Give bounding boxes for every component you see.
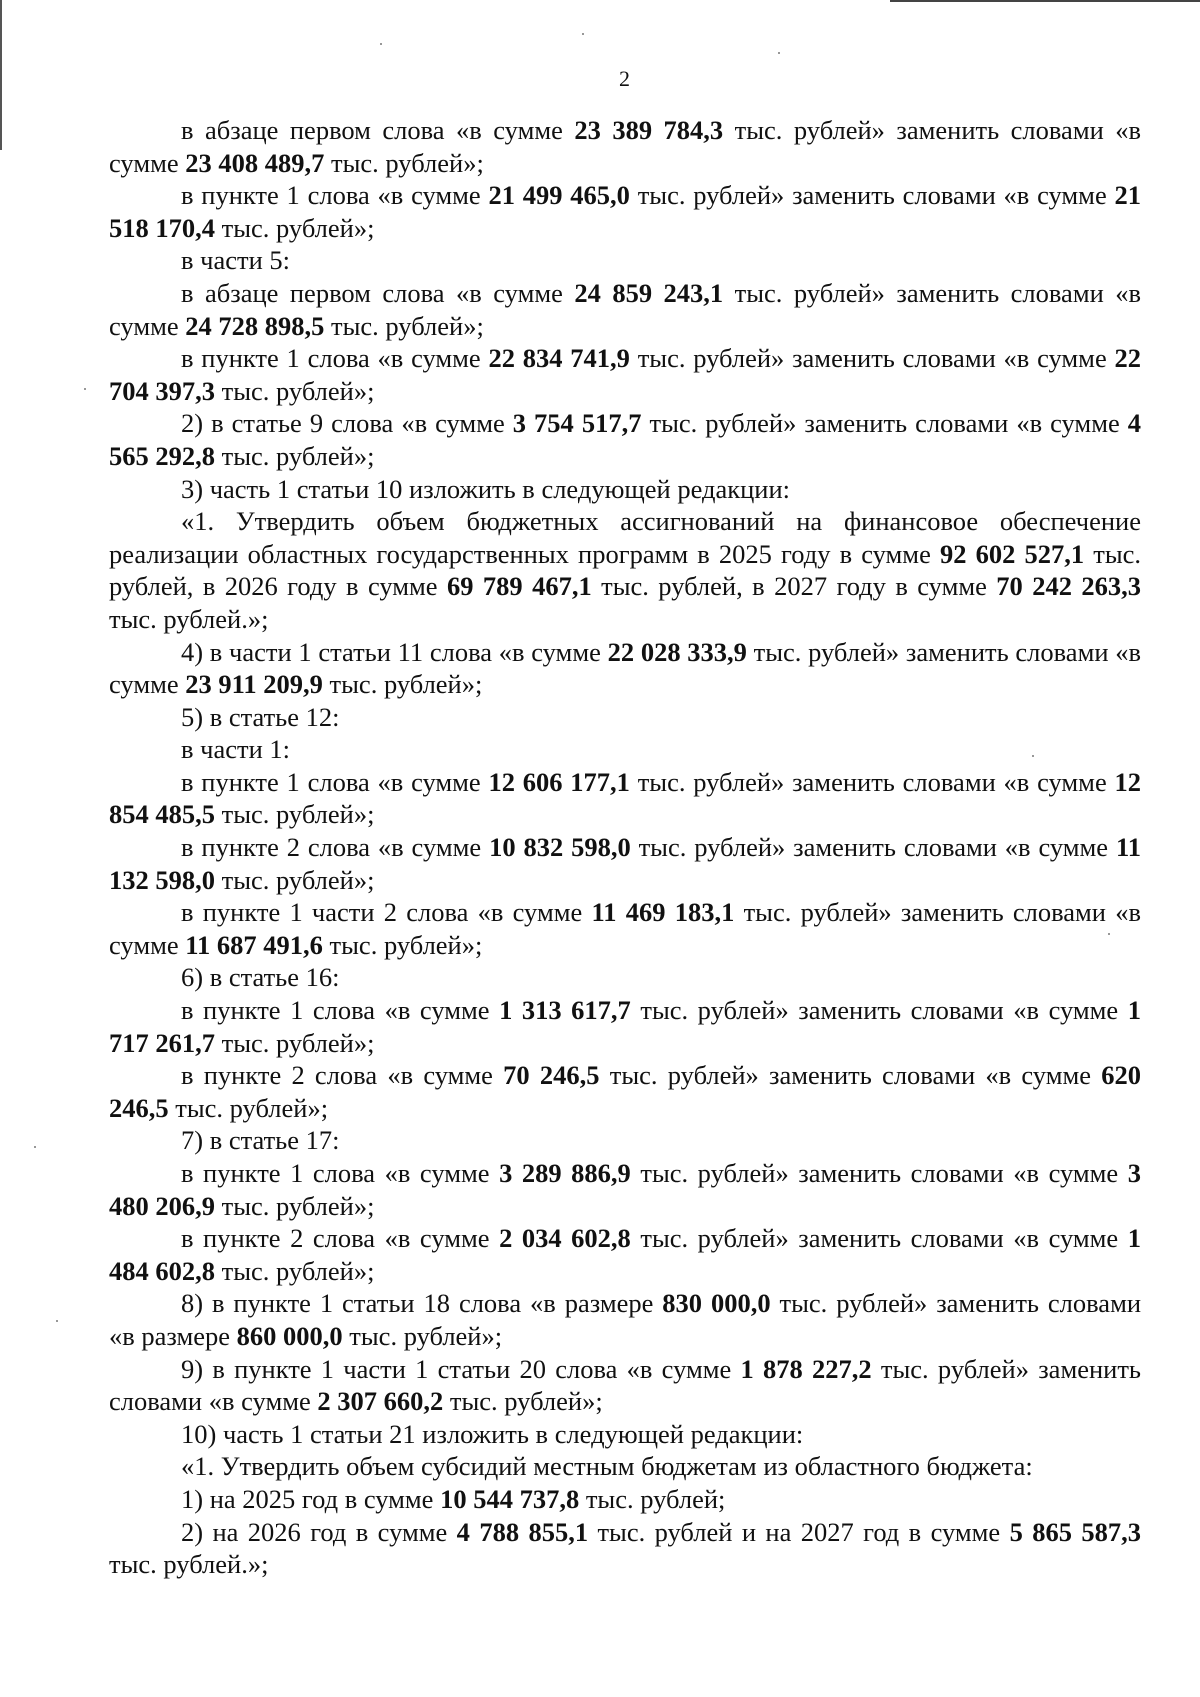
paragraph (109, 244, 1141, 277)
amount-figure: 860 000,0 (236, 1320, 343, 1351)
paragraph (109, 961, 1141, 994)
amount-figure: 3 480 206,9 (109, 1158, 1141, 1221)
text-run: 4) в части 1 статьи 11 слова «в сумме (181, 636, 608, 667)
paragraph (109, 1059, 1141, 1124)
text-run: тыс. рублей» заменить словами «в сумме (630, 1158, 1128, 1188)
amount-figure: 23 408 489,7 (185, 147, 325, 178)
text-run: тыс. рублей»; (443, 1386, 603, 1417)
paragraph (109, 179, 1141, 244)
text-run: в пункте 1 слова «в сумме (181, 1158, 500, 1188)
text-run: тыс. рублей, в 2026 году в сумме (109, 538, 1142, 602)
text-run: тыс. рублей» заменить словами «в сумме (599, 1060, 1102, 1091)
paragraph (109, 766, 1141, 831)
amount-figure: 4 565 292,8 (109, 408, 1142, 471)
amount-figure: 1 484 602,8 (109, 1223, 1141, 1286)
text-run: тыс. рублей»; (215, 799, 375, 830)
amount-figure: 830 000,0 (662, 1288, 771, 1319)
paragraph (109, 1157, 1141, 1222)
scan-speck (56, 1320, 58, 1322)
document-body (109, 114, 1141, 1581)
text-run: 2) на 2026 год в сумме (181, 1516, 457, 1547)
amount-figure: 23 911 209,9 (185, 669, 323, 700)
text-run: 5) в статье 12: (181, 701, 340, 732)
paragraph (109, 1483, 1141, 1516)
amount-figure: 22 834 741,9 (488, 343, 630, 374)
amount-figure: 3 289 886,9 (499, 1158, 631, 1188)
text-run: тыс. рублей.»; (109, 603, 269, 634)
amount-figure: 24 728 898,5 (185, 310, 325, 341)
amount-figure: 70 242 263,3 (996, 571, 1142, 602)
text-run: тыс. рублей»; (215, 1255, 375, 1286)
text-run: тыс. рублей» заменить словами «в сумме (629, 180, 1115, 211)
text-run: тыс. рублей» заменить словами «в сумме (109, 636, 1142, 700)
amount-figure: 11 469 183,1 (591, 897, 735, 928)
amount-figure: 1 717 261,7 (109, 995, 1141, 1058)
text-run: тыс. рублей»; (215, 1027, 375, 1058)
amount-figure: 4 788 855,1 (456, 1516, 589, 1547)
text-run: в части 5: (181, 245, 290, 276)
text-run: тыс. рублей»; (215, 212, 375, 243)
text-run: 6) в статье 16: (181, 962, 340, 993)
text-run: тыс. рублей» заменить словами «в сумме (641, 408, 1128, 439)
text-run: 9) в пункте 1 части 1 статьи 20 слова «в сумме (181, 1353, 741, 1384)
text-run: в пункте 1 слова «в сумме (181, 995, 500, 1026)
paragraph (109, 701, 1141, 734)
amount-figure: 11 132 598,0 (109, 832, 1141, 895)
paragraph (109, 1222, 1141, 1287)
paragraph (109, 114, 1141, 179)
text-run: тыс. рублей» заменить словами «в сумме (630, 1223, 1128, 1254)
text-run: тыс. рублей» заменить словами «в сумме (630, 995, 1128, 1026)
text-run: в абзаце первом слова «в сумме (181, 115, 575, 145)
scan-speck (582, 33, 584, 35)
text-run: тыс. рублей; (579, 1483, 726, 1514)
paragraph (109, 505, 1141, 635)
amount-figure: 23 389 784,3 (574, 115, 724, 145)
amount-figure: 12 606 177,1 (488, 766, 630, 797)
amount-figure: 12 854 485,5 (109, 766, 1141, 830)
text-run: тыс. рублей» заменить словами «в размере (109, 1288, 1142, 1351)
text-run: тыс. рублей»; (215, 864, 375, 895)
amount-figure: 92 602 527,1 (939, 538, 1085, 569)
text-run: тыс. рублей» заменить словами «в сумме (109, 277, 1142, 341)
text-run: в пункте 2 слова «в сумме (181, 1060, 504, 1091)
text-run: тыс. рублей» заменить словами «в сумме (109, 115, 1142, 178)
text-run: тыс. рублей»; (215, 1190, 375, 1221)
text-run: тыс. рублей»; (324, 147, 484, 178)
paragraph (109, 636, 1141, 701)
text-run: тыс. рублей»; (215, 440, 375, 471)
amount-figure: 620 246,5 (109, 1060, 1141, 1123)
paragraph (109, 407, 1141, 472)
amount-figure: 5 865 587,3 (1009, 1516, 1141, 1547)
text-run: в абзаце первом слова «в сумме (181, 277, 575, 308)
text-run: тыс. рублей и на 2027 год в сумме (588, 1516, 1010, 1547)
amount-figure: 2 307 660,2 (317, 1386, 444, 1417)
paragraph (109, 1353, 1141, 1418)
paragraph (109, 1287, 1141, 1352)
text-run: тыс. рублей» заменить словами «в сумме (109, 897, 1141, 960)
text-run: тыс. рублей.»; (109, 1549, 269, 1580)
paragraph (109, 896, 1141, 961)
text-run: 3) часть 1 статьи 10 изложить в следующей редакции: (181, 473, 791, 504)
text-run: 2) в статье 9 слова «в сумме (181, 408, 513, 439)
paragraph (109, 473, 1141, 506)
text-run: в пункте 1 слова «в сумме (181, 180, 489, 211)
text-run: «1. Утвердить объем бюджетных ассигнований на финансовое обеспечение реализации областных государственных программ в 2025 году в сумме (109, 506, 1141, 569)
scan-speck (380, 43, 382, 45)
text-run: тыс. рублей» заменить словами «в сумме (630, 832, 1116, 863)
paragraph (109, 831, 1141, 896)
text-run: в пункте 1 слова «в сумме (181, 766, 489, 797)
scan-speck (778, 52, 780, 54)
text-run: тыс. рублей» заменить словами «в сумме (629, 343, 1115, 374)
text-run: в пункте 1 части 2 слова «в сумме (181, 897, 592, 928)
paragraph (109, 1516, 1141, 1581)
paragraph (109, 1450, 1141, 1483)
amount-figure: 70 246,5 (503, 1060, 600, 1091)
text-run: тыс. рублей»; (324, 310, 484, 341)
paragraph (109, 994, 1141, 1059)
amount-figure: 69 789 467,1 (446, 571, 592, 602)
amount-figure: 10 544 737,8 (440, 1483, 580, 1514)
amount-figure: 2 034 602,8 (499, 1223, 631, 1254)
text-run: в пункте 2 слова «в сумме (181, 832, 490, 863)
text-run: «1. Утвердить объем субсидий местным бюджетам из областного бюджета: (181, 1451, 1033, 1482)
amount-figure: 22 028 333,9 (607, 636, 747, 667)
text-run: в пункте 1 слова «в сумме (181, 343, 489, 374)
amount-figure: 21 499 465,0 (488, 180, 630, 211)
amount-figure: 1 878 227,2 (740, 1353, 872, 1384)
text-run: 8) в пункте 1 статьи 18 слова «в размере (181, 1288, 663, 1319)
amount-figure: 22 704 397,3 (109, 343, 1141, 406)
text-run: в части 1: (181, 734, 290, 765)
text-run: тыс. рублей, в 2027 году в сумме (591, 571, 997, 602)
paragraph (109, 1124, 1141, 1157)
paragraph (109, 277, 1141, 342)
text-run: 7) в статье 17: (181, 1125, 340, 1156)
scan-speck (34, 1146, 36, 1148)
paragraph (109, 1418, 1141, 1451)
text-run: 10) часть 1 статьи 21 изложить в следующей редакции: (181, 1418, 804, 1449)
amount-figure: 24 859 243,1 (574, 277, 724, 308)
paragraph (109, 733, 1141, 766)
text-run: тыс. рублей»; (322, 929, 483, 960)
text-run: в пункте 2 слова «в сумме (181, 1223, 500, 1254)
amount-figure: 10 832 598,0 (489, 832, 631, 863)
scan-edge-top (890, 0, 1200, 2)
text-run: тыс. рублей»; (215, 375, 375, 406)
text-run: тыс. рублей» заменить словами «в сумме (629, 766, 1115, 797)
text-run: тыс. рублей» заменить словами «в сумме (109, 1353, 1142, 1417)
page-number: 2 (619, 66, 630, 91)
text-run: тыс. рублей»; (168, 1092, 329, 1123)
amount-figure: 11 687 491,6 (185, 929, 323, 960)
paragraph (109, 342, 1141, 407)
amount-figure: 3 754 517,7 (512, 408, 642, 439)
text-run: тыс. рублей»; (322, 669, 483, 700)
text-run: 1) на 2025 год в сумме (181, 1483, 441, 1514)
scan-speck (84, 388, 86, 390)
amount-figure: 21 518 170,4 (109, 180, 1141, 243)
amount-figure: 1 313 617,7 (499, 995, 631, 1026)
text-run: тыс. рублей»; (342, 1320, 503, 1351)
